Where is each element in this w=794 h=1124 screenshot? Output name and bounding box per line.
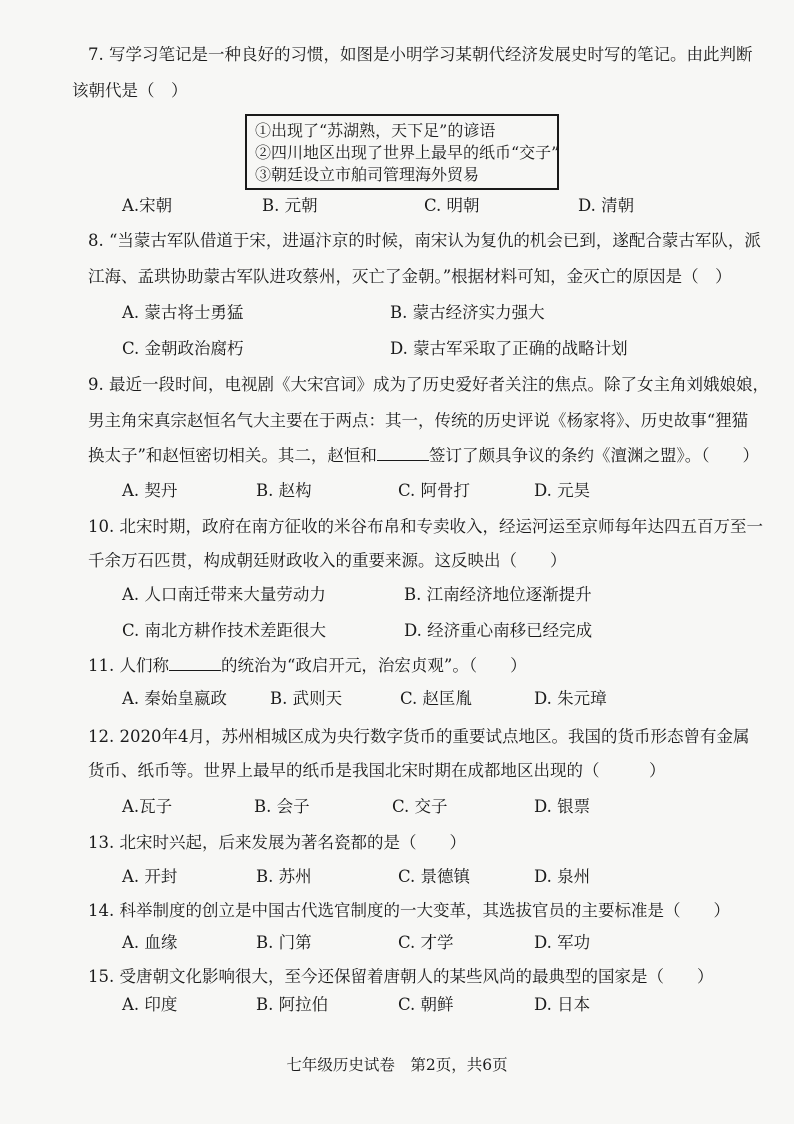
q7-notes-box bbox=[245, 114, 559, 190]
q15-option-a[interactable]: A. 印度 bbox=[122, 995, 178, 1014]
q8-option-b[interactable]: B. 蒙古经济实力强大 bbox=[390, 303, 545, 322]
q7-note-1: ①出现了“苏湖熟，天下足”的谚语 bbox=[255, 121, 496, 140]
q11-stem-pre: 11. 人们称 bbox=[88, 656, 169, 675]
q13-option-b[interactable]: B. 苏州 bbox=[256, 867, 312, 886]
q8-option-d[interactable]: D. 蒙古军采取了正确的战略计划 bbox=[390, 339, 628, 358]
q10-option-c[interactable]: C. 南北方耕作技术差距很大 bbox=[122, 621, 327, 640]
q10-option-b[interactable]: B. 江南经济地位逐渐提升 bbox=[404, 585, 592, 604]
q9-stem-line3-post: 签订了颇具争议的条约《澶渊之盟》。（ ） bbox=[428, 446, 759, 465]
q9-answer-blank[interactable] bbox=[377, 444, 429, 461]
q9-stem-line2: 男主角宋真宗赵恒名气大主要在于两点：其一，传统的历史评说《杨家将》、历史故事“狸猫 bbox=[88, 411, 749, 430]
q12-stem-line2: 货币、纸币等。世界上最早的纸币是我国北宋时期在成都地区出现的（ ） bbox=[88, 761, 666, 780]
q9-option-d[interactable]: D. 元昊 bbox=[534, 481, 591, 500]
q10-stem-line1: 10. 北宋时期，政府在南方征收的米谷布帛和专卖收入，经运河运至京师每年达四五百万至一 bbox=[88, 517, 763, 536]
q10-option-d[interactable]: D. 经济重心南移已经完成 bbox=[404, 621, 593, 640]
q8-stem-line2: 江海、孟珙协助蒙古军队进攻蔡州，灭亡了金朝。”根据材料可知，金灭亡的原因是（ ） bbox=[88, 267, 732, 286]
q9-stem-line3-pre: 换太子”和赵恒密切相关。其二，赵恒和 bbox=[88, 446, 377, 465]
q12-option-b[interactable]: B. 会子 bbox=[254, 797, 310, 816]
q14-option-b[interactable]: B. 门第 bbox=[256, 933, 312, 952]
q12-option-c[interactable]: C. 交子 bbox=[392, 797, 448, 816]
q9-option-c[interactable]: C. 阿骨打 bbox=[398, 481, 471, 500]
q13-stem: 13. 北宋时兴起，后来发展为著名瓷都的是（ ） bbox=[88, 833, 466, 852]
q7-option-c[interactable]: C. 明朝 bbox=[424, 196, 480, 215]
q12-option-a[interactable]: A.瓦子 bbox=[122, 797, 173, 816]
q7-note-3: ③朝廷设立市舶司管理海外贸易 bbox=[255, 165, 480, 184]
q7-stem-line2: 该朝代是（ ） bbox=[72, 81, 188, 100]
q10-stem-line2: 千余万石匹贯，构成朝廷财政收入的重要来源。这反映出（ ） bbox=[88, 551, 567, 570]
q14-option-d[interactable]: D. 军功 bbox=[534, 933, 591, 952]
q9-option-b[interactable]: B. 赵构 bbox=[256, 481, 312, 500]
q7-option-b[interactable]: B. 元朝 bbox=[262, 196, 318, 215]
q13-option-a[interactable]: A. 开封 bbox=[122, 867, 178, 886]
q7-stem-line1: 7. 写学习笔记是一种良好的习惯，如图是小明学习某朝代经济发展史时写的笔记。由此判断 bbox=[88, 45, 753, 64]
q8-option-a[interactable]: A. 蒙古将士勇猛 bbox=[122, 303, 244, 322]
q7-note-2: ②四川地区出现了世界上最早的纸币“交子” bbox=[255, 143, 560, 162]
q10-option-a[interactable]: A. 人口南迁带来大量劳动力 bbox=[122, 585, 326, 604]
q9-option-a[interactable]: A. 契丹 bbox=[122, 481, 178, 500]
q14-stem: 14. 科举制度的创立是中国古代选官制度的一大变革，其选拔官员的主要标准是（ ） bbox=[88, 901, 730, 920]
q9-stem-line1: 9. 最近一段时间，电视剧《大宋宫词》成为了历史爱好者关注的焦点。除了女主角刘娥娘娘， bbox=[88, 375, 769, 394]
q15-option-c[interactable]: C. 朝鲜 bbox=[398, 995, 454, 1014]
q13-option-d[interactable]: D. 泉州 bbox=[534, 867, 591, 886]
q8-stem-line1: 8. “当蒙古军队借道于宋，进逼汴京的时候，南宋认为复仇的机会已到，遂配合蒙古军队，派 bbox=[88, 231, 761, 250]
q15-stem: 15. 受唐朝文化影响很大，至今还保留着唐朝人的某些风尚的最典型的国家是（ ） bbox=[88, 967, 714, 986]
q7-option-d[interactable]: D. 清朝 bbox=[578, 196, 635, 215]
q11-stem bbox=[88, 654, 527, 677]
q11-option-c[interactable]: C. 赵匡胤 bbox=[400, 689, 473, 708]
q7-option-a[interactable]: A.宋朝 bbox=[122, 196, 173, 215]
q14-option-a[interactable]: A. 血缘 bbox=[122, 933, 178, 952]
q11-option-d[interactable]: D. 朱元璋 bbox=[534, 689, 607, 708]
q13-option-c[interactable]: C. 景德镇 bbox=[398, 867, 471, 886]
page-footer: 七年级历史试卷 第2页，共6页 bbox=[286, 1056, 508, 1074]
q9-stem-line3 bbox=[88, 444, 759, 467]
q11-option-b[interactable]: B. 武则天 bbox=[270, 689, 343, 708]
q8-option-c[interactable]: C. 金朝政治腐朽 bbox=[122, 339, 244, 358]
q14-option-c[interactable]: C. 才学 bbox=[398, 933, 454, 952]
q15-option-b[interactable]: B. 阿拉伯 bbox=[256, 995, 329, 1014]
q15-option-d[interactable]: D. 日本 bbox=[534, 995, 591, 1014]
q12-option-d[interactable]: D. 银票 bbox=[534, 797, 591, 816]
q11-answer-blank[interactable] bbox=[169, 654, 221, 671]
q11-option-a[interactable]: A. 秦始皇嬴政 bbox=[122, 689, 227, 708]
q12-stem-line1: 12. 2020年4月，苏州相城区成为央行数字货币的重要试点地区。我国的货币形态曾有金属 bbox=[88, 727, 750, 746]
q11-stem-post: 的统治为“政启开元，治宏贞观”。（ ） bbox=[221, 656, 527, 675]
